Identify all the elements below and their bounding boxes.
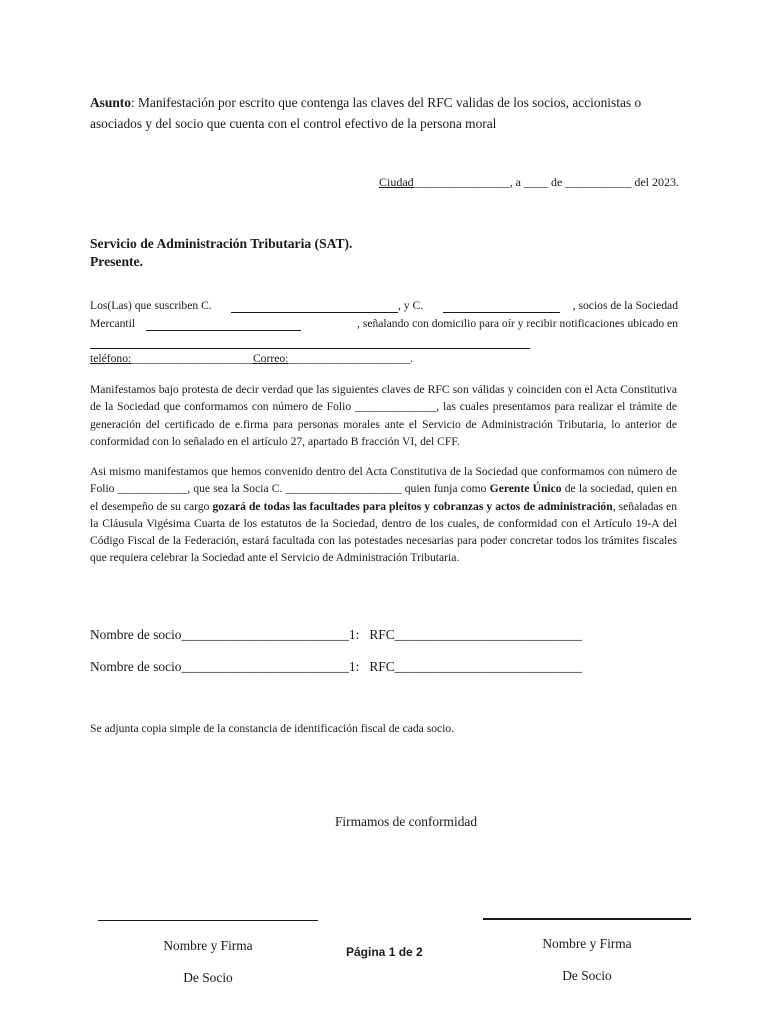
signature-line-left — [98, 920, 318, 921]
addressee-name: Servicio de Administración Tributaria (SAT). — [90, 236, 353, 251]
gerente-text-3: , señaladas en la Cláusula Vigésima Cuarta de los estatutos de la Sociedad, dentro de los cuales, de conformidad con el Artículo 19-A del Código Fiscal de la Federación, estará facultada con las potestades necesarias para poder concretar todos los trámites fiscales que requiera celebrar la Sociedad ante el Servicio de Administración Tributaria. — [90, 499, 678, 565]
correo-label: Correo: — [252, 352, 289, 365]
signing-heading: Firmamos de conformidad — [334, 814, 478, 829]
declaration-paragraph: Manifestamos bajo protesta de decir verdad que las siguientes claves de RFC son válidas y coinciden con el Acta Constitutiva de la Sociedad que conformamos con número de Folio ______________, las cuales presentamos para realizar el trámite de generación del certificado de e.firma para personas morales ante el Servicio de Administración Tributaria, lo anterior de conformidad con lo señalado en el artículo 27, apartado B fracción VI, del CFF. — [90, 383, 677, 448]
socio1-name-blank — [231, 312, 398, 313]
rfc-label: RFC — [369, 659, 395, 674]
addressee-present: Presente. — [90, 254, 143, 269]
socio-number: 1: — [348, 627, 360, 642]
page-mid: de — [395, 945, 417, 959]
intro-domicilio-text: , señalando con domicilio para oír y recibir notificaciones ubicado en — [357, 317, 678, 330]
socio-number: 1: — [348, 659, 360, 674]
socio-row — [90, 659, 582, 675]
rfc-blank: ____________________________ — [394, 659, 583, 674]
subject-text: : Manifestación por escrito que contenga las claves del RFC validas de los socios, accionistas o asociados y del socio que cuenta con el control efectivo de la persona moral — [90, 95, 642, 131]
socio-name-blank: _________________________ — [181, 659, 349, 674]
city-blank: ________________ — [413, 175, 510, 189]
intro-suscriben-text: Los(Las) que suscriben C. — [90, 299, 212, 312]
page-number — [346, 945, 423, 959]
socio-name-label: Nombre de socio — [90, 659, 182, 674]
correo-blank: _____________________ — [288, 352, 411, 365]
intro-y-c: , y C. — [398, 299, 424, 312]
page-total: 2 — [416, 945, 423, 959]
signature-right-name: Nombre y Firma — [542, 936, 632, 951]
socio2-name-blank — [443, 312, 560, 313]
rfc-label: RFC — [369, 627, 395, 642]
date-line — [90, 175, 679, 190]
socio-name-label: Nombre de socio — [90, 627, 182, 642]
sociedad-name-blank — [146, 330, 301, 331]
date-a-text: , a — [509, 175, 524, 189]
facultades-bold: gozará de todas las facultades para pleitos y cobranzas y actos de administración — [212, 499, 613, 513]
socio-row — [90, 627, 582, 643]
signature-left-name: Nombre y Firma — [163, 938, 253, 953]
gerente-unico-bold: Gerente Único — [489, 482, 562, 496]
intro-socios-text: , socios de la Sociedad — [572, 299, 678, 312]
month-blank: ___________ — [565, 175, 632, 189]
signature-left-role: De Socio — [183, 970, 233, 985]
domicilio-blank — [90, 348, 530, 349]
signature-right-role: De Socio — [562, 968, 612, 983]
year-text: del 2023. — [631, 175, 679, 189]
signature-line-right — [483, 918, 691, 920]
telefono-blank: _____________________ — [131, 352, 253, 365]
subject-label: Asunto — [90, 95, 131, 110]
page-current: 1 — [388, 945, 396, 959]
gerente-paragraph — [90, 463, 677, 567]
attachment-note: Se adjunta copia simple de la constancia de identificación fiscal de cada socio. — [90, 722, 455, 735]
subject-paragraph — [90, 92, 690, 134]
intro-line-1 — [90, 299, 212, 312]
gerente-text-1: Asi mismo manifestamos que hemos convenido dentro del Acta Constitutiva de la Sociedad que conformamos con número de Folio ____________, que sea la Socia C. ____________________ quien funja como — [90, 465, 677, 496]
rfc-blank: ____________________________ — [394, 627, 583, 642]
socio-name-blank: _________________________ — [181, 627, 349, 642]
contact-line — [90, 352, 413, 365]
intro-mercantil-label: Mercantil — [90, 317, 136, 330]
gerente-text-2: de la sociedad, quien en el desempeño de su cargo — [90, 482, 678, 513]
date-de-text: de — [548, 175, 566, 189]
telefono-label: teléfono: — [90, 352, 132, 365]
day-blank: ____ — [524, 175, 548, 189]
page-prefix: Página — [346, 945, 389, 959]
contact-end: . — [410, 352, 414, 365]
addressee — [90, 235, 352, 271]
city-label: Ciudad — [379, 175, 414, 189]
